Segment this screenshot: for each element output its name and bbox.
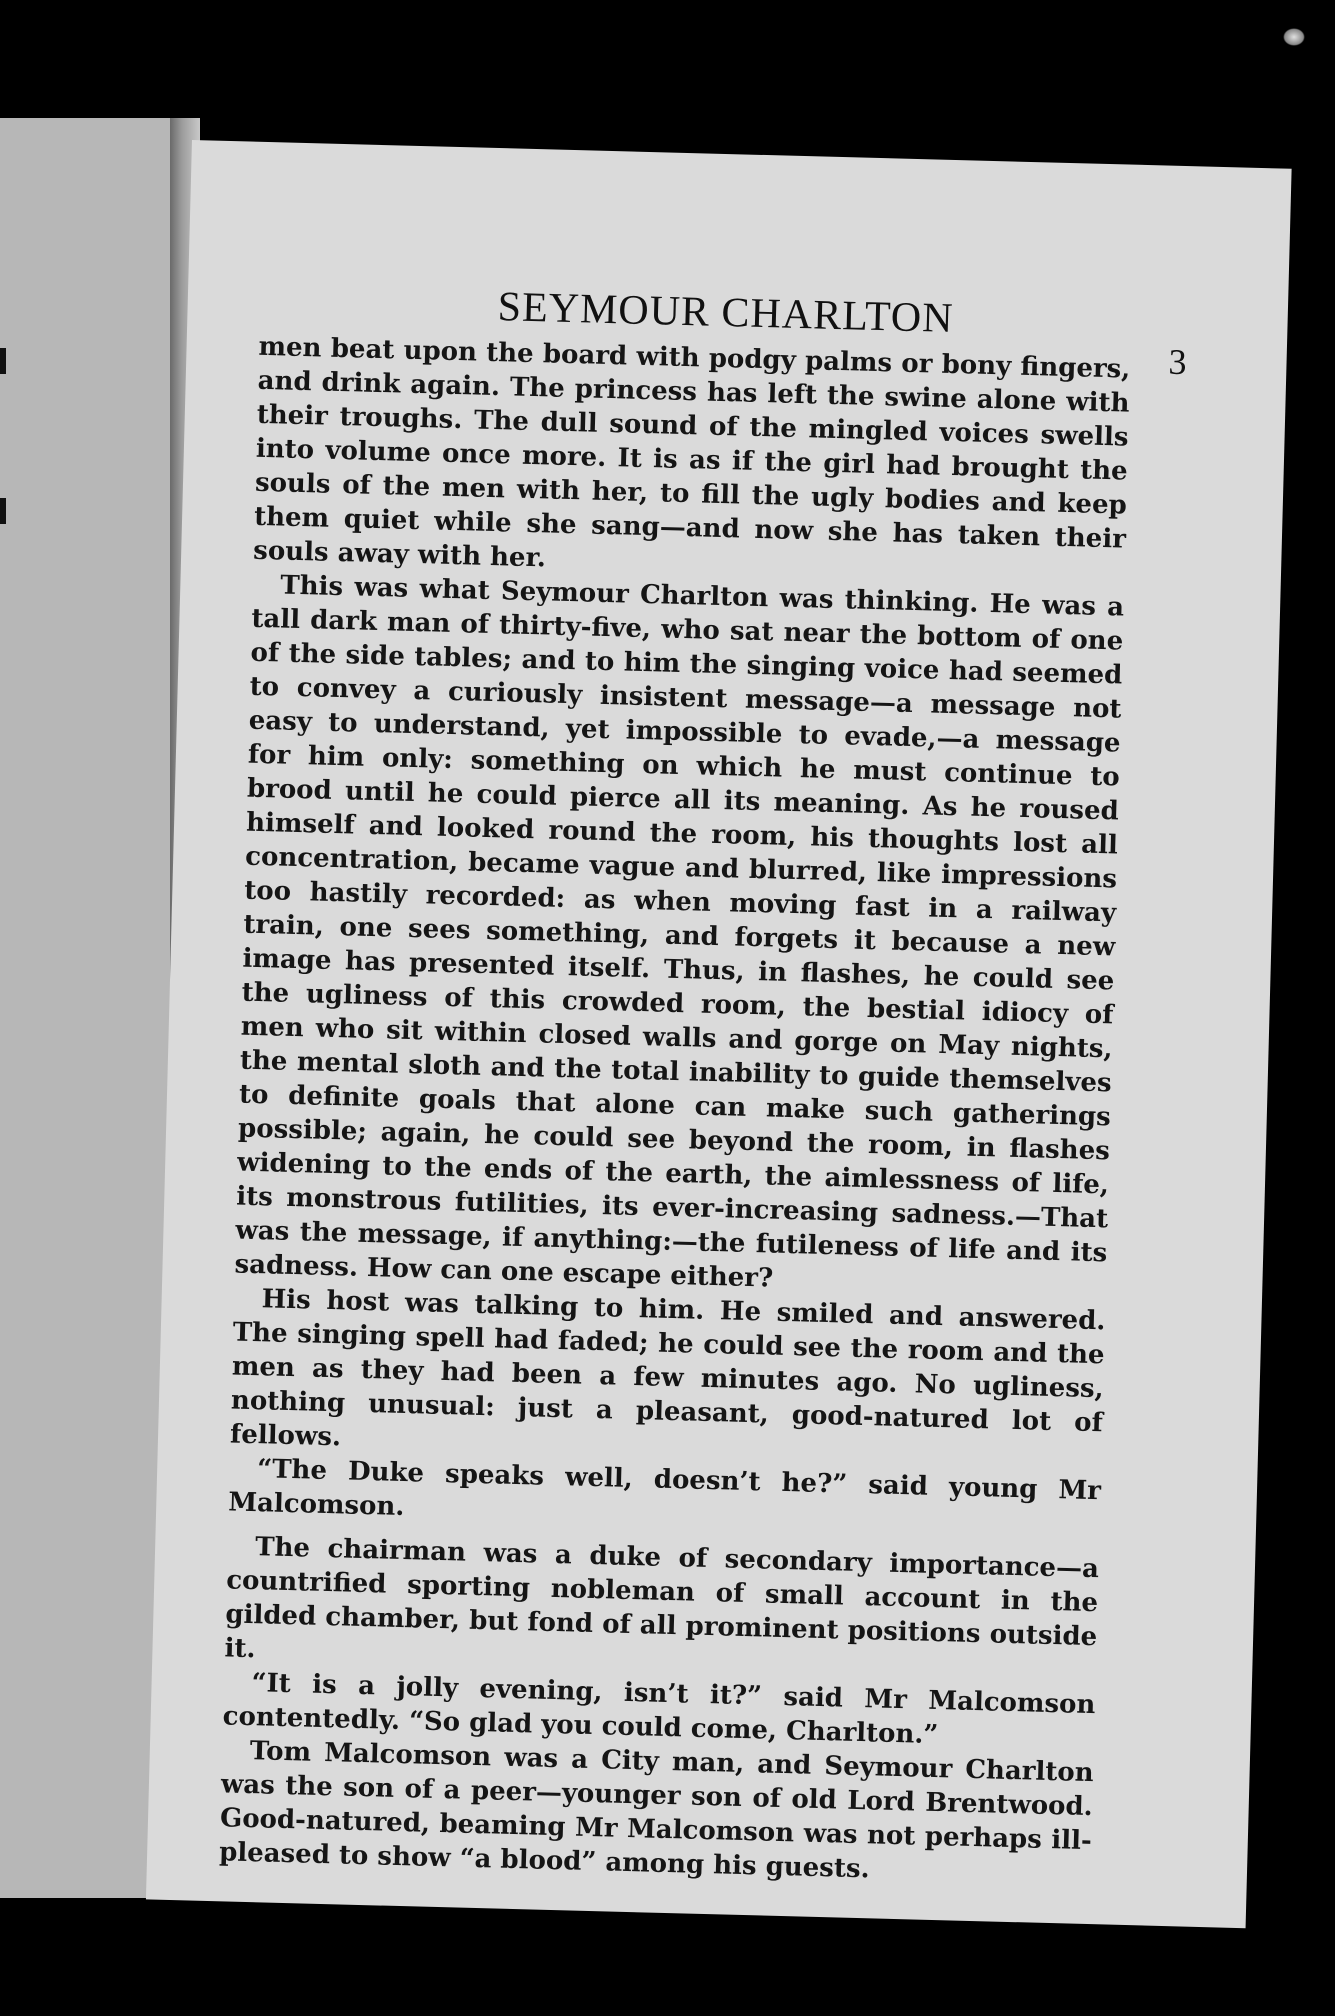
page-number: 3 bbox=[1168, 341, 1188, 383]
paragraph: “The Duke speaks well, doesn’t he?” said young Mr Malcomson. bbox=[227, 1454, 1102, 1523]
scan-speck bbox=[1283, 28, 1305, 46]
running-title: SEYMOUR CHARLTON bbox=[497, 284, 955, 342]
page-body bbox=[219, 330, 1131, 1892]
paragraph: The chairman was a duke of secondary importance—a countrified sporting nobleman of small account in the gilded chamber, but fond of all prominent positions outside it. bbox=[224, 1532, 1100, 1665]
paragraph: “It is a jolly evening, isn’t it?” said Mr Malcomson contentedly. “So glad you could come, Charlton.” bbox=[222, 1668, 1096, 1751]
paragraph: men beat upon the board with podgy palms or bony fingers, and drink again. The princess has left the swine alone with their troughs. The dull sound of the mingled voices swells into volume once more. It is as if the girl had brought the souls of the men with her, to fill the ugly bodies and keep them quiet while she sang—and now she has taken their souls away with her. bbox=[252, 331, 1131, 574]
paragraph: Tom Malcomson was a City man, and Seymour Charlton was the son of a peer—younger son of old Lord Brentwood. Good-natured, beaming Mr Malcomson was not perhaps ill-pleased to show “a blood” among his guests. bbox=[218, 1736, 1094, 1885]
facing-page-mark bbox=[0, 498, 6, 524]
book-page bbox=[146, 140, 1292, 1928]
facing-page-mark bbox=[0, 348, 6, 374]
paragraph: His host was talking to him. He smiled and answered. The singing spell had faded; he could see the room and the men as they had been a few minutes ago. No ugliness, nothing unusual: just a pleasant, good-natured lot of fellows. bbox=[229, 1284, 1106, 1453]
paragraph: This was what Seymour Charlton was thinking. He was a tall dark man of thirty-five, who sat near the bottom of one of the side tables; and to him the singing voice had seemed to convey a curiously insistent message—a message not easy to understand, yet impossible to evade,—a message for him only: something on which he must continue to brood until he could pierce all its meaning. As he roused himself and looked round the room, his thoughts lost all concentration, became vague and blurred, like impressions too hastily recorded: as when moving fast in a railway train, one sees something, and forgets it because a new image has presented itself. Thus, in flashes, he could see the ugliness of this crowded room, the bestial idiocy of men who sit within closed walls and gorge on May nights, the mental sloth and the total inability to guide themselves to definite goals that alone can make such gatherings possible; again, he could see beyond the room, in flashes widening to the ends of the earth, the aimlessness of life, its monstrous futilities, its ever-increasing sadness.—That was the message, if anything:—the futileness of life and its sadness. How can one escape either? bbox=[234, 570, 1125, 1294]
